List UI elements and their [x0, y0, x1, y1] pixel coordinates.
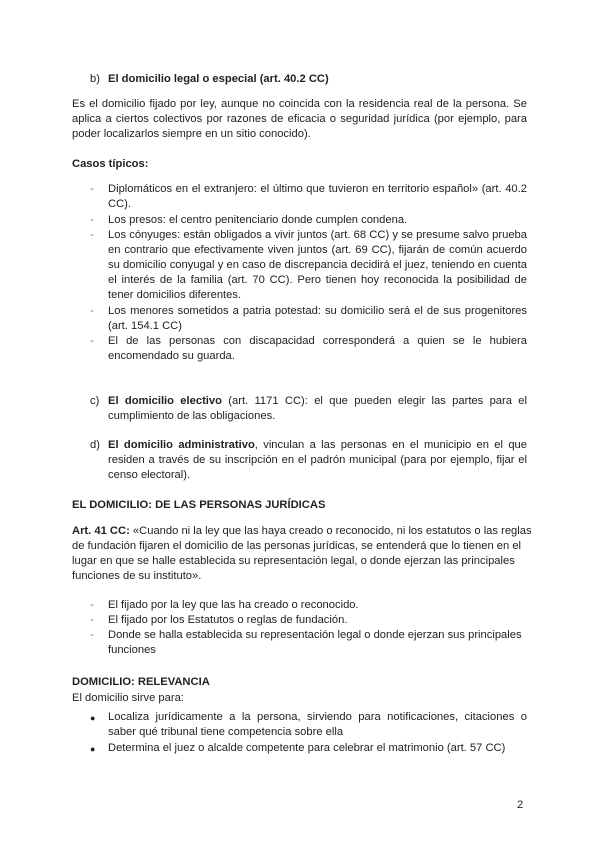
list-item: Los cónyuges: están obligados a vivir juntos (art. 68 CC) y se presume salvo prueba en contrario que efectivamente viven juntos (art. 69 CC), fijarán de común acuerdo su domicilio conyugal y en caso de discrepancia decidirá el juez, teniendo en cuenta el interés de la familia (art. 70 CC). Pero tienen hoy reconocida la posibilidad de tener domicilios diferentes. — [108, 229, 527, 301]
list-item: El fijado por la ley que las ha creado o reconocido. — [108, 599, 359, 611]
dash-icon: - — [90, 599, 94, 611]
art-41-text: «Cuando ni la ley que las haya creado o reconocido, ni los estatutos o las reglas de fundación fijaren el domicilio de las personas jurídicas, se entenderá que lo tienen en el lugar en que se halle establecida su representación legal, o donde ejerzan las principales funciones de su instituto». — [72, 525, 532, 582]
section-c-title: El domicilio electivo — [108, 395, 222, 407]
list-item: El de las personas con discapacidad corresponderá a quien se le hubiera encomendado su guarda. — [108, 335, 527, 362]
section-d-label: d) — [90, 439, 100, 451]
dash-icon: - — [90, 229, 94, 241]
relevancia-heading: DOMICILIO: RELEVANCIA — [72, 676, 210, 688]
section-d-title: El domicilio administrativo — [108, 439, 255, 451]
dash-icon: - — [90, 335, 94, 347]
casos-heading: Casos típicos: — [72, 158, 149, 170]
dash-icon: - — [90, 614, 94, 626]
list-item: El fijado por los Estatutos o reglas de fundación. — [108, 614, 348, 626]
list-item: Diplomáticos en el extranjero: el último que tuvieron en territorio español» (art. 40.2 CC). — [108, 183, 527, 210]
list-item: Determina el juez o alcalde competente para celebrar el matrimonio (art. 57 CC) — [108, 742, 506, 754]
section-b-title: El domicilio legal o especial (art. 40.2 CC) — [108, 73, 329, 85]
dash-icon: - — [90, 305, 94, 317]
relevancia-intro: El domicilio sirve para: — [72, 692, 184, 704]
section-c-body: (art. 1171 CC): el que pueden elegir las partes para el cumplimiento de las obligaciones. — [108, 395, 527, 422]
dash-icon: - — [90, 629, 94, 641]
page-number: 2 — [517, 799, 524, 811]
dash-icon: - — [90, 183, 94, 195]
bullet-icon: ● — [90, 744, 96, 754]
bullet-icon: ● — [90, 713, 96, 723]
list-item: Los presos: el centro penitenciario donde cumplen condena. — [108, 214, 408, 226]
list-item: Donde se halla establecida su representación legal o donde ejerzan sus principales funciones — [108, 629, 522, 656]
juridicas-heading: EL DOMICILIO: DE LAS PERSONAS JURÍDICAS — [72, 499, 326, 511]
dash-icon: - — [90, 214, 94, 226]
art-41-paragraph — [72, 524, 534, 584]
art-41-label: Art. 41 CC: — [72, 525, 130, 537]
section-c-text — [108, 394, 527, 424]
section-d-text — [108, 438, 527, 483]
list-item: Los menores sometidos a patria potestad: su domicilio será el de sus progenitores (art. 154.1 CC) — [108, 305, 527, 332]
section-b-label: b) — [90, 73, 100, 85]
list-item: Localiza jurídicamente a la persona, sirviendo para notificaciones, citaciones o saber qué tribunal tiene competencia sobre ella — [108, 711, 527, 738]
section-c-label: c) — [90, 395, 100, 407]
section-b-body: Es el domicilio fijado por ley, aunque no coincida con la residencia real de la persona. Se aplica a ciertos colectivos por razones de eficacia o seguridad jurídica (por ejemplo, para poder localizarlos siempre en un sitio conocido). — [72, 98, 527, 140]
section-d-body: , vinculan a las personas en el municipio en el que residen a través de su inscripción en el padrón municipal (para por ejemplo, fijar el censo electoral). — [108, 439, 527, 481]
